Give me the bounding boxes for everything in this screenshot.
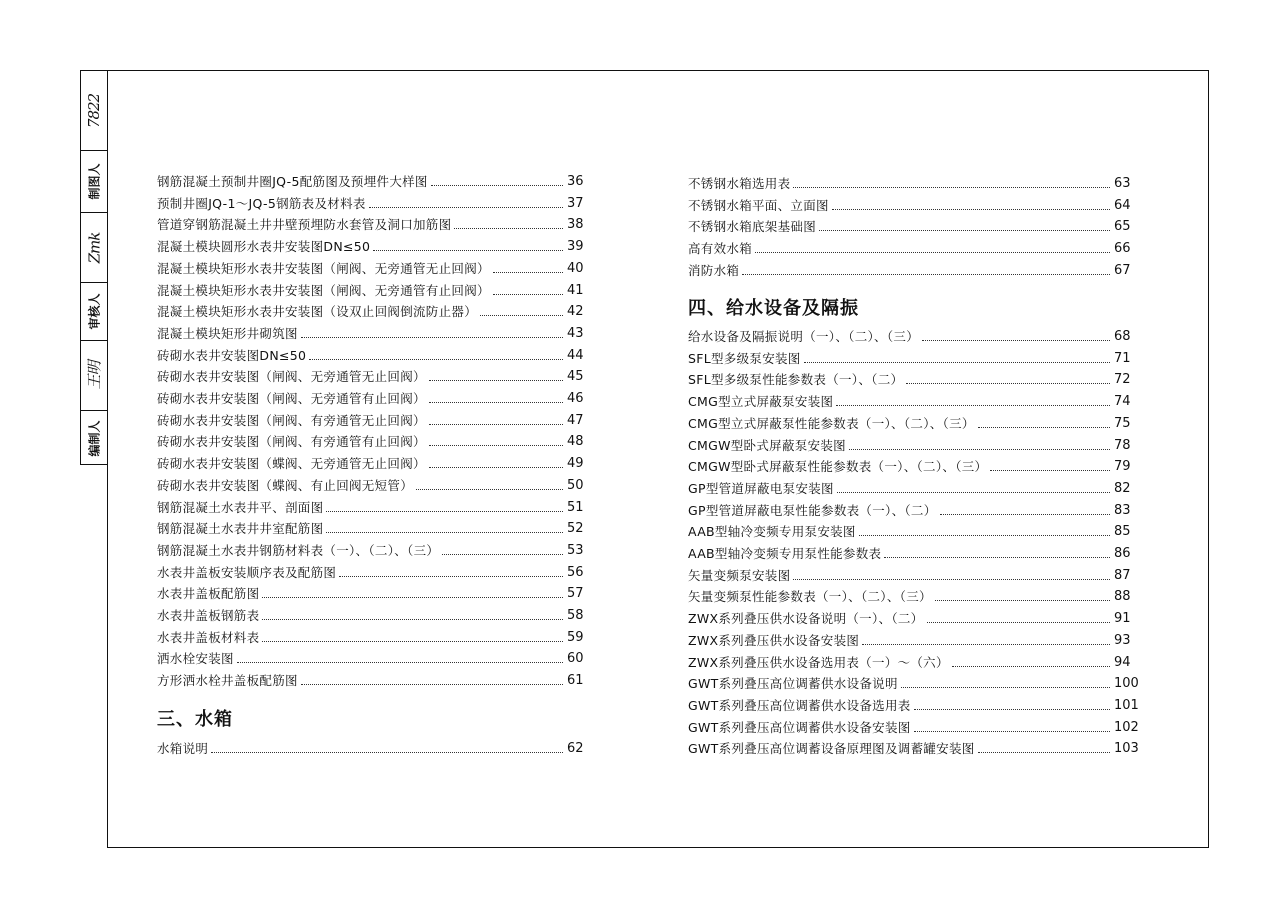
- entry-page-number: 68: [1114, 329, 1131, 344]
- toc-entry[interactable]: [688, 235, 1140, 257]
- entry-page-number: 66: [1114, 241, 1131, 257]
- entry-page-number: 46: [567, 391, 584, 406]
- toc-entry[interactable]: [157, 233, 593, 255]
- leader-dots: [927, 622, 1111, 623]
- entry-page-number: 67: [1114, 262, 1131, 278]
- leader-dots: [862, 644, 1110, 645]
- entry-title: 矢量变频泵安装图: [688, 567, 791, 583]
- leader-dots: [742, 274, 1110, 275]
- entry-title: 不锈钢水箱选用表: [688, 176, 791, 191]
- toc-entry[interactable]: [157, 320, 593, 342]
- toc-entry[interactable]: [688, 518, 1140, 540]
- entry-page-number: 94: [1114, 654, 1131, 670]
- leader-dots: [914, 731, 1110, 732]
- toc-entry[interactable]: [157, 472, 593, 494]
- leader-dots: [952, 666, 1110, 667]
- toc-entry[interactable]: [157, 277, 593, 299]
- entry-page-number: 91: [1114, 611, 1131, 627]
- leader-dots: [262, 597, 563, 598]
- entry-title: 钢筋混凝土水表井平、剖面图: [157, 499, 324, 515]
- entry-title: 钢筋混凝土水表井井室配筋图: [157, 521, 324, 537]
- entry-title: 水表井盖板安装顺序表及配筋图: [157, 564, 337, 580]
- toc-entry[interactable]: [688, 583, 1140, 605]
- leader-dots: [819, 230, 1110, 231]
- toc-entry[interactable]: [157, 624, 593, 646]
- leader-dots: [454, 228, 563, 229]
- leader-dots: [793, 579, 1110, 580]
- leader-dots: [978, 752, 1110, 753]
- entry-title: GP型管道屏蔽电泵安装图: [688, 480, 834, 496]
- entry-title: 不锈钢水箱平面、立面图: [688, 197, 829, 213]
- entry-title: GP型管道屏蔽电泵性能参数表（一）、（二）: [688, 502, 937, 518]
- entry-title: 高有效水箱: [688, 241, 753, 257]
- toc-entry[interactable]: [688, 453, 1140, 475]
- entry-title: CMG型立式屏蔽泵性能参数表（一）、（二）、（三）: [688, 415, 975, 431]
- leader-dots: [884, 557, 1110, 558]
- toc-entry[interactable]: [157, 342, 593, 364]
- toc-entry[interactable]: [688, 692, 1140, 714]
- leader-dots: [237, 662, 563, 663]
- leader-dots: [442, 554, 563, 555]
- toc-entry[interactable]: [157, 298, 593, 320]
- entry-page-number: 85: [1114, 524, 1131, 540]
- toc-entry[interactable]: [157, 494, 593, 516]
- entry-page-number: 36: [567, 174, 584, 189]
- entry-title: CMG型立式屏蔽泵安装图: [688, 394, 834, 410]
- entry-page-number: 50: [567, 477, 584, 493]
- leader-dots: [301, 337, 563, 338]
- entry-page-number: 93: [1114, 632, 1131, 648]
- entry-title: 水表井盖板钢筋表: [157, 608, 260, 623]
- toc-entry[interactable]: [688, 627, 1140, 649]
- toc-entry[interactable]: [157, 168, 593, 190]
- entry-title: ZWX系列叠压供水设备选用表（一）～（六）: [688, 654, 949, 670]
- toc-entry[interactable]: [157, 602, 593, 624]
- toc-entry[interactable]: [688, 714, 1140, 736]
- entry-page-number: 39: [567, 239, 584, 255]
- entry-page-number: 45: [567, 369, 584, 385]
- entry-page-number: 82: [1114, 480, 1131, 496]
- signature-role-label: [81, 283, 107, 341]
- entry-page-number: 59: [567, 629, 584, 645]
- toc-entry[interactable]: [157, 667, 593, 689]
- leader-dots: [262, 641, 563, 642]
- entry-page-number: 88: [1114, 589, 1131, 605]
- entry-page-number: 65: [1114, 219, 1131, 235]
- leader-dots: [326, 511, 563, 512]
- leader-dots: [309, 359, 563, 360]
- entry-title: 水表井盖板材料表: [157, 629, 260, 645]
- leader-dots: [978, 427, 1110, 428]
- role-text: 编制人: [87, 420, 102, 457]
- signature-handwriting: [81, 341, 107, 411]
- entry-title: 混凝土模块矩形水表井安装图（设双止回阀倒流防止器）: [157, 304, 478, 320]
- toc-entry[interactable]: [688, 735, 1140, 757]
- toc-entry[interactable]: [688, 257, 1140, 279]
- leader-dots: [211, 752, 563, 753]
- toc-entry[interactable]: [157, 428, 593, 450]
- entry-page-number: 64: [1114, 197, 1131, 213]
- leader-dots: [914, 709, 1110, 710]
- entry-title: GWT系列叠压高位调蓄供水设备说明: [688, 676, 898, 692]
- leader-dots: [836, 405, 1110, 406]
- leader-dots: [429, 402, 563, 403]
- toc-entry[interactable]: [157, 537, 593, 559]
- toc-entry[interactable]: [688, 213, 1140, 235]
- leader-dots: [906, 383, 1110, 384]
- section-heading: 三、水箱: [157, 709, 233, 730]
- entry-title: 混凝土模块矩形井砌筑图: [157, 325, 298, 341]
- toc-entry[interactable]: [688, 345, 1140, 367]
- entry-page-number: 57: [567, 586, 584, 602]
- entry-title: ZWX系列叠压供水设备说明（一）、（二）: [688, 611, 924, 627]
- leader-dots: [849, 449, 1110, 450]
- toc-entry[interactable]: [157, 190, 593, 212]
- toc-entry[interactable]: [157, 559, 593, 581]
- toc-entry[interactable]: [688, 410, 1140, 432]
- entry-title: 钢筋混凝土水表井钢筋材料表（一）、（二）、（三）: [157, 542, 440, 558]
- toc-entry[interactable]: [688, 170, 1140, 192]
- entry-title: GWT系列叠压高位调蓄设备原理图及调蓄罐安装图: [688, 741, 975, 757]
- entry-page-number: 56: [567, 564, 584, 580]
- leader-dots: [429, 424, 563, 425]
- entry-title: 给水设备及隔振说明（一）、（二）、（三）: [688, 329, 920, 344]
- entry-title: 砖砌水表井安装图（闸阀、无旁通管有止回阀）: [157, 391, 426, 406]
- leader-dots: [429, 380, 563, 381]
- entry-title: 混凝土模块矩形水表井安装图（闸阀、无旁通管无止回阀）: [157, 260, 490, 276]
- entry-page-number: 42: [567, 304, 584, 320]
- toc-entry[interactable]: [157, 385, 593, 407]
- entry-title: CMGW型卧式屏蔽泵性能参数表（一）、（二）、（三）: [688, 459, 988, 475]
- entry-title: CMGW型卧式屏蔽泵安装图: [688, 437, 846, 453]
- entry-page-number: 61: [567, 673, 584, 689]
- leader-dots: [369, 207, 563, 208]
- leader-dots: [755, 252, 1110, 253]
- toc-entry[interactable]: [688, 475, 1140, 497]
- entry-page-number: 43: [567, 325, 584, 341]
- entry-title: 砖砌水表井安装图DN≤50: [157, 347, 307, 363]
- entry-title: 水箱说明: [157, 741, 209, 756]
- leader-dots: [935, 600, 1110, 601]
- toc-entry[interactable]: [688, 562, 1140, 584]
- entry-page-number: 75: [1114, 415, 1131, 431]
- toc-entry[interactable]: [157, 255, 593, 277]
- entry-page-number: 72: [1114, 372, 1131, 388]
- entry-title: 砖砌水表井安装图（闸阀、有旁通管有止回阀）: [157, 434, 426, 450]
- entry-title: 矢量变频泵性能参数表（一）、（二）、（三）: [688, 589, 932, 605]
- entry-title: 方形洒水栓井盖板配筋图: [157, 673, 298, 689]
- leader-dots: [493, 272, 563, 273]
- toc-entry[interactable]: [688, 323, 1140, 345]
- leader-dots: [339, 576, 563, 577]
- entry-title: 预制井圈JQ-1～JQ-5钢筋表及材料表: [157, 195, 366, 211]
- toc-entry[interactable]: [157, 645, 593, 667]
- signature-text: Zmk: [85, 232, 103, 263]
- signature-text: 7822: [85, 93, 103, 128]
- entry-title: GWT系列叠压高位调蓄供水设备选用表: [688, 697, 911, 713]
- toc-entry[interactable]: [688, 366, 1140, 388]
- entry-title: SFL型多级泵性能参数表（一）、（二）: [688, 372, 904, 388]
- entry-title: 砖砌水表井安装图（闸阀、无旁通管无止回阀）: [157, 369, 426, 385]
- entry-page-number: 49: [567, 456, 584, 472]
- leader-dots: [859, 535, 1110, 536]
- entry-page-number: 40: [567, 260, 584, 276]
- leader-dots: [940, 514, 1110, 515]
- entry-title: 不锈钢水箱底架基础图: [688, 219, 817, 235]
- entry-title: 消防水箱: [688, 262, 740, 278]
- entry-page-number: 102: [1114, 719, 1139, 735]
- leader-dots: [429, 467, 563, 468]
- entry-title: AAB型轴冷变频专用泵安装图: [688, 524, 856, 540]
- entry-title: 钢筋混凝土预制井圈JQ-5配筋图及预埋件大样图: [157, 174, 428, 189]
- entry-page-number: 87: [1114, 567, 1131, 583]
- role-text: 制图人: [87, 163, 102, 200]
- signature-text: 王明: [85, 361, 104, 390]
- entry-title: 砖砌水表井安装图（蝶阀、无旁通管无止回阀）: [157, 456, 426, 472]
- toc-entry[interactable]: [688, 670, 1140, 692]
- entry-page-number: 79: [1114, 459, 1131, 475]
- toc-entry[interactable]: [157, 211, 593, 233]
- leader-dots: [416, 489, 563, 490]
- entry-page-number: 63: [1114, 176, 1131, 191]
- entry-title: 水表井盖板配筋图: [157, 586, 260, 602]
- entry-page-number: 44: [567, 347, 584, 363]
- entry-page-number: 83: [1114, 502, 1131, 518]
- toc-entry[interactable]: [157, 450, 593, 472]
- entry-page-number: 52: [567, 521, 584, 537]
- entry-title: SFL型多级泵安装图: [688, 350, 801, 366]
- signature-role-label: [81, 411, 107, 466]
- entry-page-number: 100: [1114, 676, 1139, 692]
- toc-entry[interactable]: [688, 388, 1140, 410]
- toc-entry[interactable]: [688, 432, 1140, 454]
- leader-dots: [301, 684, 563, 685]
- entry-title: 砖砌水表井安装图（闸阀、有旁通管无止回阀）: [157, 412, 426, 428]
- leader-dots: [373, 250, 563, 251]
- entry-page-number: 58: [567, 608, 584, 623]
- leader-dots: [901, 687, 1110, 688]
- leader-dots: [429, 445, 563, 446]
- entry-page-number: 37: [567, 195, 584, 211]
- toc-entry[interactable]: [157, 515, 593, 537]
- leader-dots: [793, 187, 1110, 188]
- toc-entry[interactable]: [157, 363, 593, 385]
- toc-entry[interactable]: [157, 580, 593, 602]
- entry-title: AAB型轴冷变频专用泵性能参数表: [688, 546, 882, 561]
- leader-dots: [832, 209, 1110, 210]
- entry-title: GWT系列叠压高位调蓄供水设备安装图: [688, 719, 911, 735]
- toc-entry[interactable]: [688, 540, 1140, 562]
- leader-dots: [480, 315, 563, 316]
- entry-page-number: 60: [567, 651, 584, 667]
- entry-page-number: 53: [567, 542, 584, 558]
- role-text: 审核人: [87, 293, 102, 330]
- leader-dots: [493, 294, 563, 295]
- entry-page-number: 51: [567, 499, 584, 515]
- entry-page-number: 86: [1114, 546, 1131, 561]
- entry-page-number: 103: [1114, 741, 1139, 757]
- entry-page-number: 41: [567, 282, 584, 298]
- toc-entry[interactable]: [688, 497, 1140, 519]
- leader-dots: [837, 492, 1110, 493]
- section-heading: 四、给水设备及隔振: [688, 298, 859, 319]
- toc-entry[interactable]: [688, 192, 1140, 214]
- leader-dots: [804, 362, 1110, 363]
- entry-page-number: 74: [1114, 394, 1131, 410]
- entry-title: 管道穿钢筋混凝土井井壁预埋防水套管及洞口加筋图: [157, 217, 452, 233]
- entry-page-number: 38: [567, 217, 584, 233]
- toc-entry[interactable]: [157, 735, 593, 757]
- entry-title: ZWX系列叠压供水设备安装图: [688, 632, 860, 648]
- entry-title: 混凝土模块矩形水表井安装图（闸阀、无旁通管有止回阀）: [157, 282, 490, 298]
- signature-handwriting: [81, 71, 107, 151]
- leader-dots: [431, 185, 563, 186]
- toc-entry[interactable]: [688, 605, 1140, 627]
- entry-page-number: 78: [1114, 437, 1131, 453]
- entry-title: 洒水栓安装图: [157, 651, 234, 667]
- signature-bar: [80, 70, 107, 465]
- leader-dots: [922, 340, 1110, 341]
- entry-title: 砖砌水表井安装图（蝶阀、有止回阀无短管）: [157, 477, 414, 493]
- leader-dots: [990, 470, 1110, 471]
- entry-page-number: 101: [1114, 697, 1139, 713]
- signature-handwriting: [81, 213, 107, 283]
- entry-page-number: 62: [567, 741, 584, 756]
- signature-role-label: [81, 151, 107, 213]
- entry-title: 混凝土模块圆形水表井安装图DN≤50: [157, 239, 371, 255]
- leader-dots: [326, 532, 563, 533]
- toc-entry[interactable]: [157, 407, 593, 429]
- leader-dots: [262, 619, 563, 620]
- toc-entry[interactable]: [688, 649, 1140, 671]
- entry-page-number: 71: [1114, 350, 1131, 366]
- entry-page-number: 48: [567, 434, 584, 450]
- entry-page-number: 47: [567, 412, 584, 428]
